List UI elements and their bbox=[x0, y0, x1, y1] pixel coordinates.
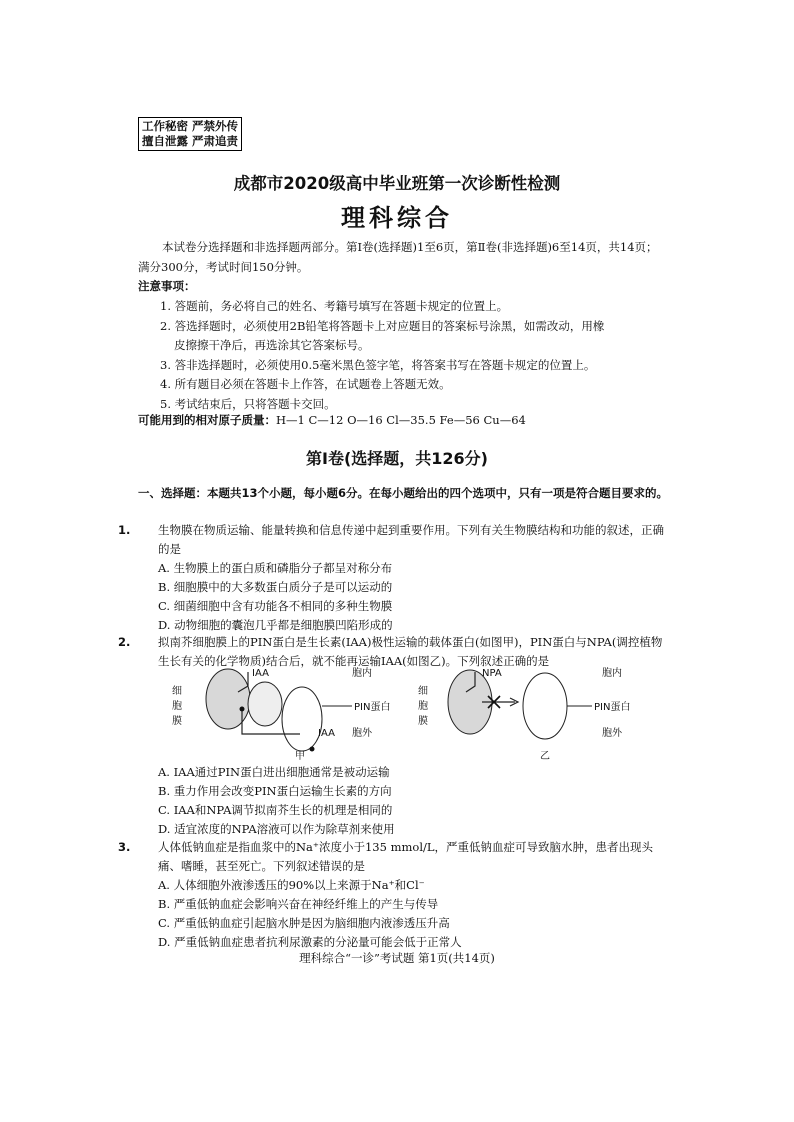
question-number: 1. bbox=[118, 523, 131, 537]
question-number: 3. bbox=[118, 840, 131, 854]
option-a: A. IAA通过PIN蛋白进出细胞通常是被动运输 bbox=[158, 765, 390, 779]
label-outside: 胞外 bbox=[602, 728, 622, 739]
note-item: 3. 答非选择题时，必须使用0.5毫米黑色签字笔，将答案书写在答题卡规定的位置上。 bbox=[160, 357, 596, 372]
note-item-continued: 皮擦擦干净后，再选涂其它答案标号。 bbox=[174, 338, 370, 352]
exam-title: 成都市2020级高中毕业班第一次诊断性检测 bbox=[233, 174, 561, 193]
membrane-label-char: 胞 bbox=[418, 701, 428, 712]
question-number: 2. bbox=[118, 635, 131, 649]
caption-left: 甲 bbox=[295, 751, 305, 762]
membrane-label-char: 膜 bbox=[172, 716, 182, 727]
note-item: 4. 所有题目必须在答题卡上作答，在试题卷上答题无效。 bbox=[160, 377, 451, 391]
page-footer: 理科综合“一诊”考试题 第1页(共14页) bbox=[299, 951, 495, 965]
pin-protein-shape bbox=[523, 673, 567, 739]
section-title: 第Ⅰ卷(选择题，共126分) bbox=[306, 449, 488, 468]
membrane-label-char: 膜 bbox=[418, 716, 428, 727]
label-outside: 胞外 bbox=[352, 728, 372, 739]
option-a: A. 生物膜上的蛋白质和磷脂分子都呈对称分布 bbox=[158, 561, 393, 575]
stamp-line-1: 工作秘密 严禁外传 bbox=[142, 119, 239, 133]
notes-list bbox=[160, 297, 660, 414]
option-d: D. 动物细胞的囊泡几乎都是细胞膜凹陷形成的 bbox=[158, 618, 393, 632]
stamp-line-2: 擅自泄露 严肃追责 bbox=[142, 134, 239, 148]
option-c: C. 严重低钠血症引起脑水肿是因为脑细胞内液渗透压升高 bbox=[158, 916, 450, 930]
note-item: 1. 答题前，务必将自己的姓名、考籍号填写在答题卡规定的位置上。 bbox=[160, 299, 509, 313]
question-stem: 1. 生物膜在物质运输、能量转换和信息传递中起到重要作用。下列有关生物膜结构和功能的叙述，正确的是 bbox=[118, 523, 664, 556]
label-iaa-top: IAA bbox=[252, 668, 269, 679]
label-pin: PIN蛋白 bbox=[354, 702, 391, 713]
iaa-molecule bbox=[310, 747, 315, 752]
question-stem: 3. 人体低钠血症是指血浆中的Na⁺浓度小于135 mmol/L，严重低钠血症可导致脑水肿，患者出现头痛、嗜睡，甚至死亡。下列叙述错误的是 bbox=[118, 840, 654, 873]
option-c: C. 细菌细胞中含有功能各不相同的多种生物膜 bbox=[158, 599, 393, 613]
exam-subject: 理科综合 bbox=[341, 204, 453, 232]
intro-paragraph: 本试卷分选择题和非选择题两部分。第Ⅰ卷(选择题)1至6页，第Ⅱ卷(非选择题)6至14页，共14页；满分300分，考试时间150分钟。 bbox=[138, 240, 658, 274]
atomic-masses-label: 可能用到的相对原子质量： bbox=[138, 413, 276, 427]
membrane-shape bbox=[282, 687, 322, 751]
caption-right: 乙 bbox=[540, 751, 550, 762]
pin-protein-shape bbox=[248, 682, 282, 726]
pin-protein-diagram bbox=[170, 664, 660, 762]
option-b: B. 细胞膜中的大多数蛋白质分子是可以运动的 bbox=[158, 580, 393, 594]
note-item: 5. 考试结束后，只将答题卡交回。 bbox=[160, 396, 336, 411]
option-a: A. 人体细胞外液渗透压的90%以上来源于Na⁺和Cl⁻ bbox=[158, 878, 425, 892]
label-pin: PIN蛋白 bbox=[594, 702, 631, 713]
part-heading: 一、选择题：本题共13个小题，每小题6分。在每小题给出的四个选项中，只有一项是符合题目要求的。 bbox=[138, 486, 668, 500]
question-2-options bbox=[138, 763, 668, 839]
option-c: C. IAA和NPA调节拟南芥生长的机理是相同的 bbox=[158, 803, 393, 817]
question-stem: 2. 拟南芥细胞膜上的PIN蛋白是生长素(IAA)极性运输的载体蛋白(如图甲)，PIN蛋白与NPA(调控植物生长有关的化学物质)结合后，就不能再运输IAA(如图乙)。下列叙述正确的是 bbox=[118, 635, 663, 668]
label-npa: NPA bbox=[482, 668, 502, 679]
confidential-stamp bbox=[138, 117, 242, 151]
label-inside: 胞内 bbox=[352, 668, 372, 679]
atomic-masses bbox=[138, 412, 526, 428]
atomic-masses-values: H—1 C—12 O—16 Cl—35.5 Fe—56 Cu—64 bbox=[276, 413, 526, 427]
label-inside: 胞内 bbox=[602, 668, 622, 679]
option-d: D. 严重低钠血症患者抗利尿激素的分泌量可能会低于正常人 bbox=[158, 935, 462, 949]
note-item: 2. 答选择题时，必须使用2B铅笔将答题卡上对应题目的答案标号涂黑，如需改动，用橡 皮擦擦干净后，再选涂其它答案标号。 bbox=[160, 317, 660, 356]
label-iaa-bottom: IAA bbox=[318, 728, 335, 739]
option-b: B. 重力作用会改变PIN蛋白运输生长素的方向 bbox=[158, 784, 392, 798]
question-3 bbox=[118, 838, 668, 952]
option-b: B. 严重低钠血症会影响兴奋在神经纤维上的产生与传导 bbox=[158, 897, 439, 911]
membrane-label-char: 细 bbox=[172, 686, 182, 697]
question-1 bbox=[118, 521, 668, 635]
membrane-label-char: 胞 bbox=[172, 701, 182, 712]
pin-protein-shape bbox=[206, 669, 250, 729]
membrane-label-char: 细 bbox=[418, 686, 428, 697]
notes-heading: 注意事项： bbox=[138, 279, 196, 293]
option-d: D. 适宜浓度的NPA溶液可以作为除草剂来使用 bbox=[158, 822, 395, 836]
iaa-molecule bbox=[240, 707, 245, 712]
